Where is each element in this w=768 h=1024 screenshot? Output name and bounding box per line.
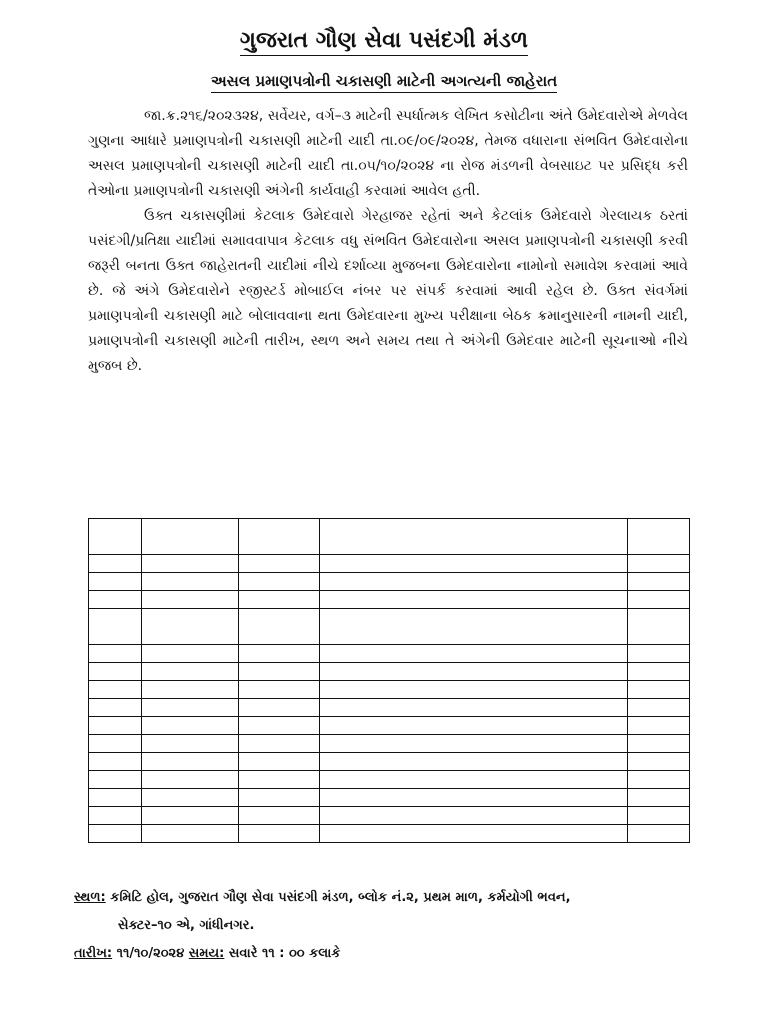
table-row <box>89 717 690 735</box>
table-cell <box>628 699 690 717</box>
table-cell <box>89 555 142 573</box>
table-cell <box>320 555 628 573</box>
table-cell <box>142 789 239 807</box>
table-cell <box>239 753 320 771</box>
date-value: ૧૧/૧૦/૨૦૨૪ <box>116 946 185 961</box>
table-cell <box>89 807 142 825</box>
table-cell <box>89 681 142 699</box>
table-cell <box>628 645 690 663</box>
table-cell <box>89 699 142 717</box>
table-cell <box>89 573 142 591</box>
table-cell <box>628 573 690 591</box>
table-cell <box>239 591 320 609</box>
table-cell <box>142 681 239 699</box>
table-cell <box>320 645 628 663</box>
table-cell <box>142 825 239 843</box>
table-cell <box>239 573 320 591</box>
table-cell <box>142 717 239 735</box>
table-row <box>89 519 690 555</box>
table-row <box>89 609 690 645</box>
table-cell <box>320 699 628 717</box>
table-cell <box>142 753 239 771</box>
table-cell <box>320 789 628 807</box>
table-cell <box>239 609 320 645</box>
table-cell <box>142 573 239 591</box>
table-row <box>89 789 690 807</box>
table-row <box>89 807 690 825</box>
table-cell <box>320 663 628 681</box>
time-value: સવારે ૧૧ : ૦૦ કલાકે <box>228 946 341 961</box>
table-cell <box>142 555 239 573</box>
table-cell <box>628 681 690 699</box>
table-cell <box>628 789 690 807</box>
table-cell <box>239 699 320 717</box>
table-cell <box>89 609 142 645</box>
table-row <box>89 753 690 771</box>
date-label: તારીખ: <box>74 946 113 961</box>
table-cell <box>320 681 628 699</box>
date-time-line <box>74 940 714 968</box>
table-cell <box>89 663 142 681</box>
table-cell <box>89 753 142 771</box>
candidate-table <box>88 518 690 843</box>
table-cell <box>142 807 239 825</box>
table-cell <box>239 825 320 843</box>
table-cell <box>239 717 320 735</box>
place-line <box>74 884 714 912</box>
notice-footer <box>74 884 714 968</box>
table-cell <box>239 555 320 573</box>
table-cell <box>239 645 320 663</box>
table-cell <box>320 771 628 789</box>
table-cell <box>142 645 239 663</box>
table-cell <box>142 699 239 717</box>
table-cell <box>320 519 628 555</box>
notice-subtitle <box>0 72 768 90</box>
table-row <box>89 573 690 591</box>
table-cell <box>142 735 239 753</box>
table-cell <box>320 717 628 735</box>
table-cell <box>320 735 628 753</box>
table-cell <box>142 519 239 555</box>
table-cell <box>142 609 239 645</box>
notice-title-text: ગુજરાત ગૌણ સેવા પસંદગી મંડળ <box>240 28 528 56</box>
table-cell <box>239 789 320 807</box>
table-cell <box>628 663 690 681</box>
table-cell <box>628 555 690 573</box>
table-cell <box>320 591 628 609</box>
table-row <box>89 645 690 663</box>
table-cell <box>239 807 320 825</box>
table-cell <box>320 753 628 771</box>
table-cell <box>628 717 690 735</box>
table-cell <box>239 663 320 681</box>
place-line-2 <box>74 912 714 940</box>
table-cell <box>142 771 239 789</box>
table-row <box>89 699 690 717</box>
table-cell <box>628 735 690 753</box>
table-row <box>89 555 690 573</box>
table-row <box>89 591 690 609</box>
body-paragraph-1: જા.ક્ર.૨૧૬/૨૦૨૩૨૪, સર્વેયર, વર્ગ–૩ માટેની સ્પર્ધાત્મક લેખિત કસોટીના અંતે ઉમેદવારોએ મેળવેલ ગુણના આધારે પ્રમાણપત્રોની ચકાસણી માટેની યાદી તા.૦૯/૦૯/૨૦૨૪, તેમજ વધારાના સંભવિત ઉમેદવારોના અસલ પ્રમાણપત્રોની ચકાસણી માટેની યાદી તા.૦૫/૧૦/૨૦૨૪ ના રોજ મંડળની વેબસાઇટ પર પ્રસિદ્ધ કરી તેઓના પ્રમાણપત્રોની ચકાસણી અંગેની કાર્યવાહી કરવામાં આવેલ હતી. <box>88 108 688 199</box>
table-cell <box>628 825 690 843</box>
table-cell <box>628 807 690 825</box>
table-cell <box>89 645 142 663</box>
notice-title <box>0 28 768 53</box>
table-cell <box>239 771 320 789</box>
time-label: સમય: <box>188 946 225 961</box>
table-cell <box>89 771 142 789</box>
table-cell <box>320 609 628 645</box>
table-cell <box>320 573 628 591</box>
table-cell <box>89 591 142 609</box>
table-cell <box>628 609 690 645</box>
place-label: સ્થળ: <box>74 890 106 905</box>
table-cell <box>628 753 690 771</box>
table-cell <box>628 591 690 609</box>
notice-subtitle-text: અસલ પ્રમાણપત્રોની ચકાસણી માટેની અગત્યની જાહેરાત <box>211 72 557 93</box>
table-cell <box>239 681 320 699</box>
table-cell <box>89 735 142 753</box>
table-cell <box>320 807 628 825</box>
table-cell <box>628 519 690 555</box>
table-cell <box>628 771 690 789</box>
table-row <box>89 663 690 681</box>
table-cell <box>142 591 239 609</box>
table-cell <box>89 825 142 843</box>
table-cell <box>89 789 142 807</box>
table-cell <box>89 717 142 735</box>
table-row <box>89 825 690 843</box>
table-row <box>89 735 690 753</box>
notice-body <box>88 104 688 379</box>
table-row <box>89 771 690 789</box>
place-value: કમિટિ હોલ, ગુજરાત ગૌણ સેવા પસંદગી મંડળ, બ્લોક નં.૨, પ્રથમ માળ, કર્મયોગી ભવન, <box>110 890 571 905</box>
table-cell <box>239 735 320 753</box>
table-cell <box>320 825 628 843</box>
table-row <box>89 681 690 699</box>
table-cell <box>89 519 142 555</box>
body-paragraph-2: ઉક્ત ચકાસણીમાં કેટલાક ઉમેદવારો ગેરહાજર રહેતાં અને કેટલાંક ઉમેદવારો ગેરલાયક ઠરતાં પસંદગી/પ્રતિક્ષા યાદીમાં સમાવવાપાત્ર કેટલાક વધુ સંભવિત ઉમેદવારોના અસલ પ્રમાણપત્રોની ચકાસણી કરવી જરૂરી બનતા ઉક્ત જાહેરાતની યાદીમાં નીચે દર્શાવ્યા મુજબના ઉમેદવારોના નામોનો સમાવેશ કરવામાં આવે છે. જે અંગે ઉમેદવારોને રજીસ્ટર્ડ મોબાઈલ નંબર પર સંપર્ક કરવામાં આવી રહેલ છે. ઉક્ત સંવર્ગમાં પ્રમાણપત્રોની ચકાસણી માટે બોલાવવાના થતા ઉમેદવારના મુખ્ય પરીક્ષાના બેઠક ક્રમાનુસારની નામની યાદી, પ્રમાણપત્રોની ચકાસણી માટેની તારીખ, સ્થળ અને સમય તથા તે અંગેની ઉમેદવાર માટેની સૂચનાઓ નીચે મુજબ છે. <box>88 208 688 374</box>
table-cell <box>239 519 320 555</box>
place-value-2: સેક્ટર–૧૦ એ, ગાંધીનગર. <box>118 918 255 933</box>
table-cell <box>142 663 239 681</box>
